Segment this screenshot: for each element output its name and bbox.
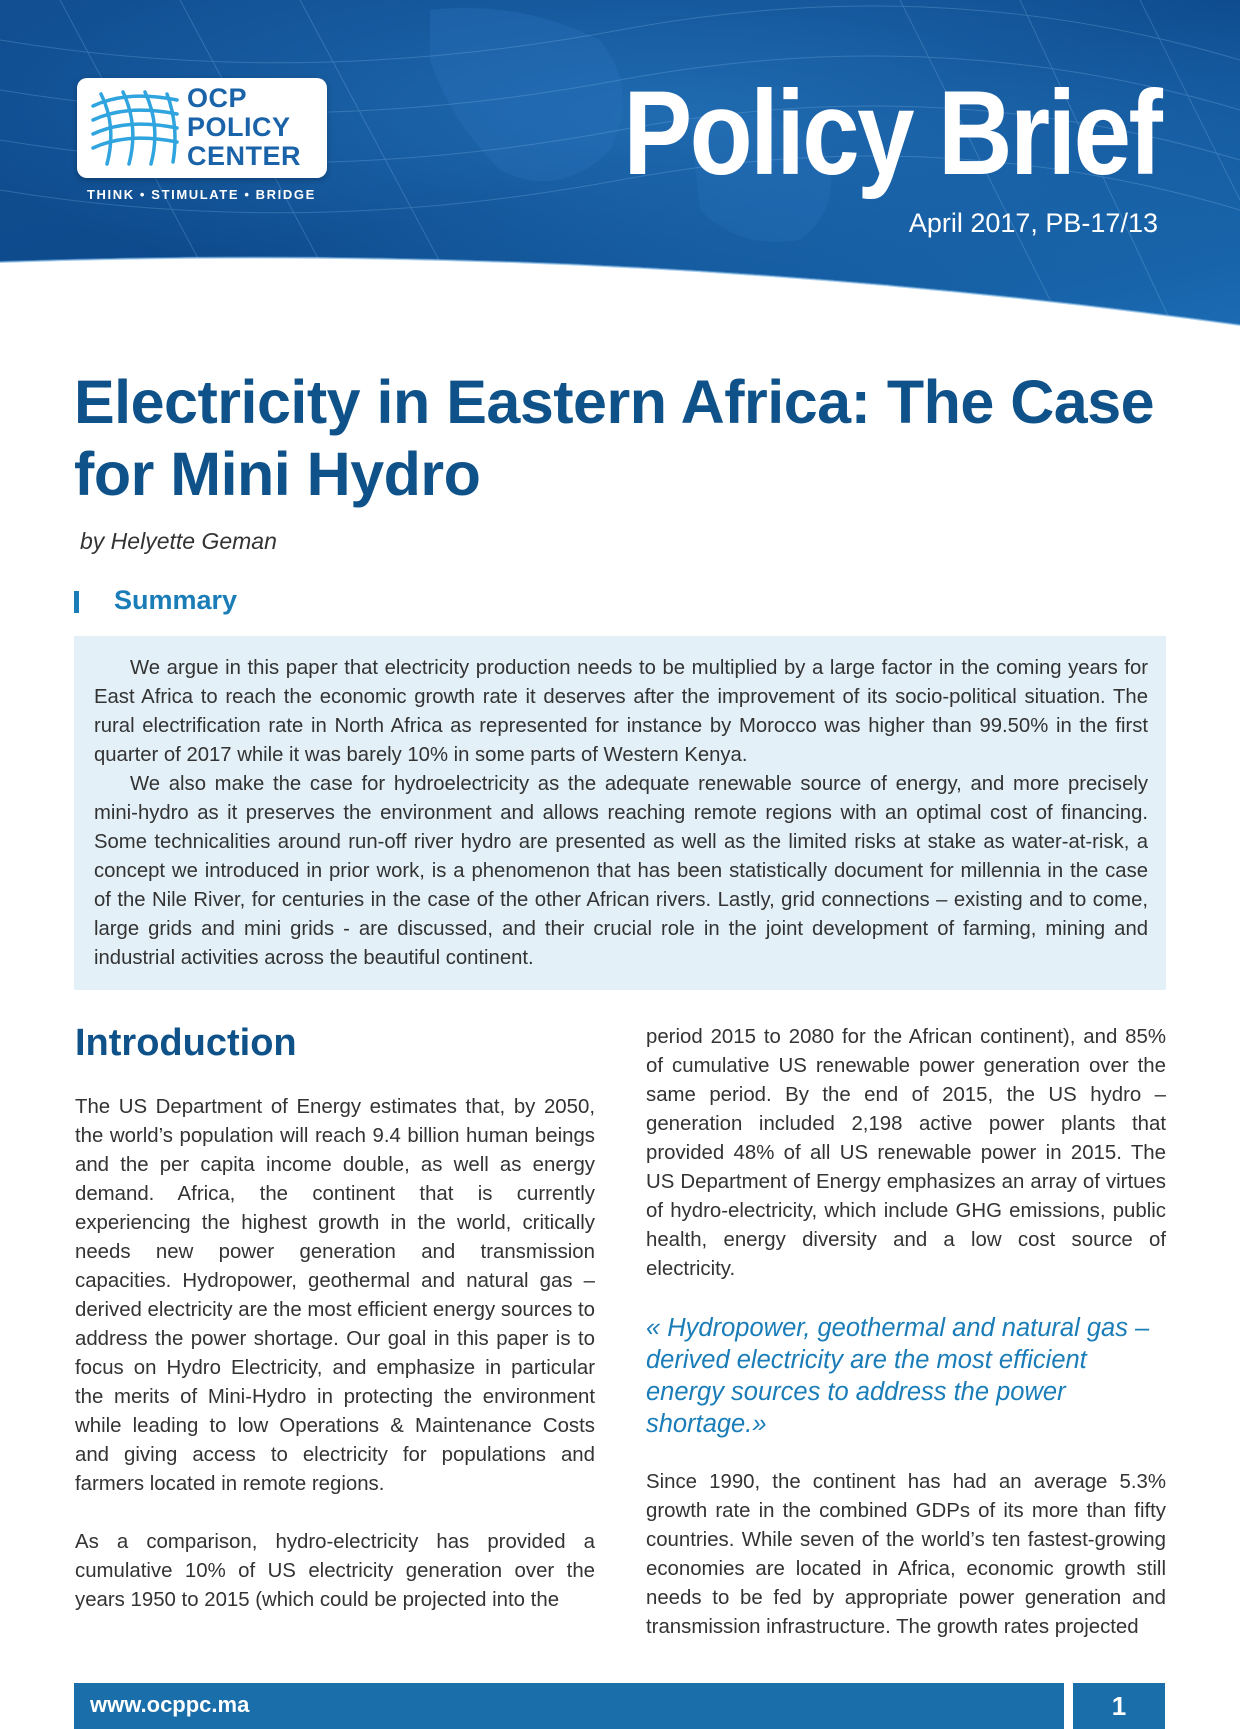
header-banner bbox=[0, 0, 1240, 335]
publication-type-title: Policy Brief bbox=[623, 66, 1160, 200]
logo-wordmark bbox=[187, 84, 301, 171]
footer-website-link[interactable]: www.ocppc.ma bbox=[90, 1692, 250, 1717]
introduction-heading: Introduction bbox=[75, 1022, 297, 1064]
intro-paragraph-1: The US Department of Energy estimates that, by 2050, the world’s population will reach 9.4 billion human beings and the per capita income double, as well as energy demand. Africa, the continent that is currently experiencing the highest growth in the world, critically needs new power generation and transmission capacities. Hydropower, geothermal and natural gas – derived electricity are the most efficient energy sources to address the power shortage. Our goal in this paper is to focus on Hydro Electricity, and emphasize in particular the merits of Mini-Hydro in protecting the environment while leading to low Operations & Maintenance Costs and giving access to electricity for populations and farmers located in remote regions. bbox=[75, 1096, 595, 1495]
right-column bbox=[646, 1023, 1166, 1642]
summary-marker-bar bbox=[74, 591, 79, 613]
intro-paragraph-4: Since 1990, the continent has had an average 5.3% growth rate in the combined GDPs of its more than fifty countries. While seven of the world’s ten fastest-growing economies are located in Africa, economic growth still needs to be fed by appropriate power generation and transmission infrastructure. The growth rates projected bbox=[646, 1471, 1166, 1638]
logo-line-1: OCP bbox=[187, 83, 248, 113]
document-title: Electricity in Eastern Africa: The Case for Mini Hydro bbox=[74, 368, 1155, 508]
pull-quote: « Hydropower, geothermal and natural gas – derived electricity are the most efficient energy sources to address the power shortage.» bbox=[646, 1314, 1150, 1438]
intro-paragraph-3: period 2015 to 2080 for the African continent), and 85% of cumulative US renewable power generation over the same period. By the end of 2015, the US hydro – generation included 2,198 active power plants that provided 48% of all US renewable power in 2015. The US Department of Energy emphasizes an array of virtues of hydro-electricity, which include GHG emissions, public health, energy diversity and a low cost source of electricity. bbox=[646, 1026, 1166, 1280]
left-column bbox=[75, 1020, 595, 1615]
logo-tagline: THINK • STIMULATE • BRIDGE bbox=[87, 187, 316, 202]
page-number: 1 bbox=[1111, 1691, 1127, 1721]
summary-box bbox=[74, 636, 1166, 990]
author-byline: by Helyette Geman bbox=[80, 528, 277, 554]
summary-heading-label: Summary bbox=[114, 585, 238, 615]
summary-paragraph-2: We also make the case for hydroelectricity as the adequate renewable source of energy, and more precisely mini-hydro as it preserves the environment and allows reaching remote regions with an optimal cost of financing. Some technicalities around run-off river hydro are presented as well as the limited risks at stake as water-at-risk, a concept we introduced in prior work, is a phenomenon that has been statistically document for millennia in the case of the Nile River, for centuries in the case of the other African rivers. Lastly, grid connections – existing and to come, large grids and mini grids - are discussed, and their crucial role in the joint development of farming, mining and industrial activities across the beautiful continent. bbox=[94, 773, 1148, 969]
publication-date-reference: April 2017, PB-17/13 bbox=[908, 208, 1158, 238]
summary-paragraph-1: We argue in this paper that electricity production needs to be multiplied by a large factor in the coming years for East Africa to reach the economic growth rate it deserves after the improvement of its socio-political situation. The rural electrification rate in North Africa as represented for instance by Morocco was higher than 99.50% in the first quarter of 2017 while it was barely 10% in some parts of Western Kenya. bbox=[94, 657, 1148, 766]
ocp-logo-mark-icon bbox=[87, 86, 183, 170]
logo[interactable] bbox=[77, 78, 327, 178]
intro-paragraph-2: As a comparison, hydro-electricity has provided a cumulative 10% of US electricity generation over the years 1950 to 2015 (which could be projected into the bbox=[75, 1531, 595, 1611]
page-number-box bbox=[1073, 1683, 1165, 1729]
logo-line-2: POLICY bbox=[187, 112, 291, 142]
footer-bar bbox=[74, 1683, 1064, 1729]
logo-line-3: CENTER bbox=[187, 141, 302, 171]
